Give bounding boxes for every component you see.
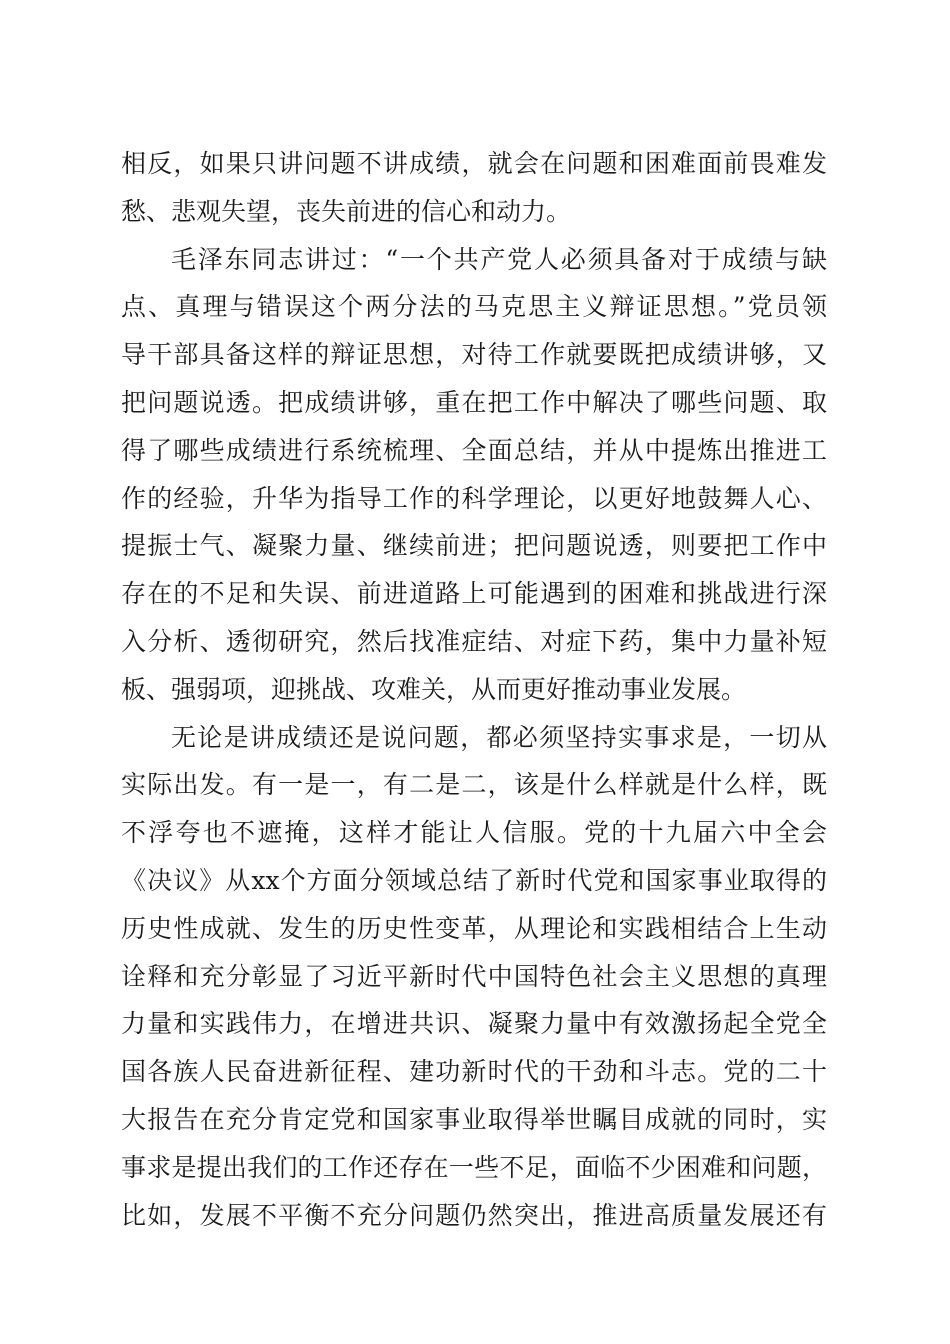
text-line: 作的经验，升华为指导工作的科学理论，以更好地鼓舞人心、 (121, 483, 827, 513)
text-line: 诠释和充分彰显了习近平新时代中国特色社会主义思想的真理 (121, 961, 827, 991)
text-line: 《决议》从xx个方面分领域总结了新时代党和国家事业取得的 (121, 865, 827, 895)
body-text (121, 140, 827, 1239)
text-line: 板、强弱项，迎挑战、攻难关，从而更好推动事业发展。 (121, 674, 747, 704)
text-line: 事求是提出我们的工作还存在一些不足，面临不少困难和问题， (121, 1152, 827, 1182)
text-line: 不浮夸也不遮掩，这样才能让人信服。党的十九届六中全会 (121, 818, 827, 848)
text-line: 提振士气、凝聚力量、继续前进；把问题说透，则要把工作中 (121, 531, 827, 561)
text-line: 愁、悲观失望，丧失前进的信心和动力。 (121, 196, 572, 226)
text-line: 力量和实践伟力，在增进共识、凝聚力量中有效激扬起全党全 (121, 1009, 827, 1039)
text-line: 点、真理与错误这个两分法的马克思主义辩证思想。”党员领 (121, 292, 827, 322)
text-line: 国各族人民奋进新征程、建功新时代的干劲和斗志。党的二十 (121, 1057, 827, 1087)
text-line: 相反，如果只讲问题不讲成绩，就会在问题和困难面前畏难发 (121, 149, 827, 178)
text-line: 历史性成就、发生的历史性变革，从理论和实践相结合上生动 (121, 913, 827, 943)
text-line: 入分析、透彻研究，然后找准症结、对症下药，集中力量补短 (121, 626, 827, 656)
text-line: 无论是讲成绩还是说问题，都必须坚持实事求是，一切从 (171, 722, 827, 752)
text-line: 比如，发展不平衡不充分问题仍然突出，推进高质量发展还有 (121, 1200, 827, 1230)
text-line: 导干部具备这样的辩证思想，对待工作就要既把成绩讲够，又 (121, 340, 827, 370)
text-line: 把问题说透。把成绩讲够，重在把工作中解决了哪些问题、取 (121, 387, 827, 417)
text-line: 大报告在充分肯定党和国家事业取得举世瞩目成就的同时，实 (121, 1104, 827, 1134)
text-line: 存在的不足和失误、前进道路上可能遇到的困难和挑战进行深 (121, 579, 827, 609)
text-line: 实际出发。有一是一，有二是二，该是什么样就是什么样，既 (121, 770, 827, 800)
text-line: 得了哪些成绩进行系统梳理、全面总结，并从中提炼出推进工 (121, 435, 827, 465)
text-line: 毛泽东同志讲过：“一个共产党人必须具备对于成绩与缺 (171, 244, 827, 274)
